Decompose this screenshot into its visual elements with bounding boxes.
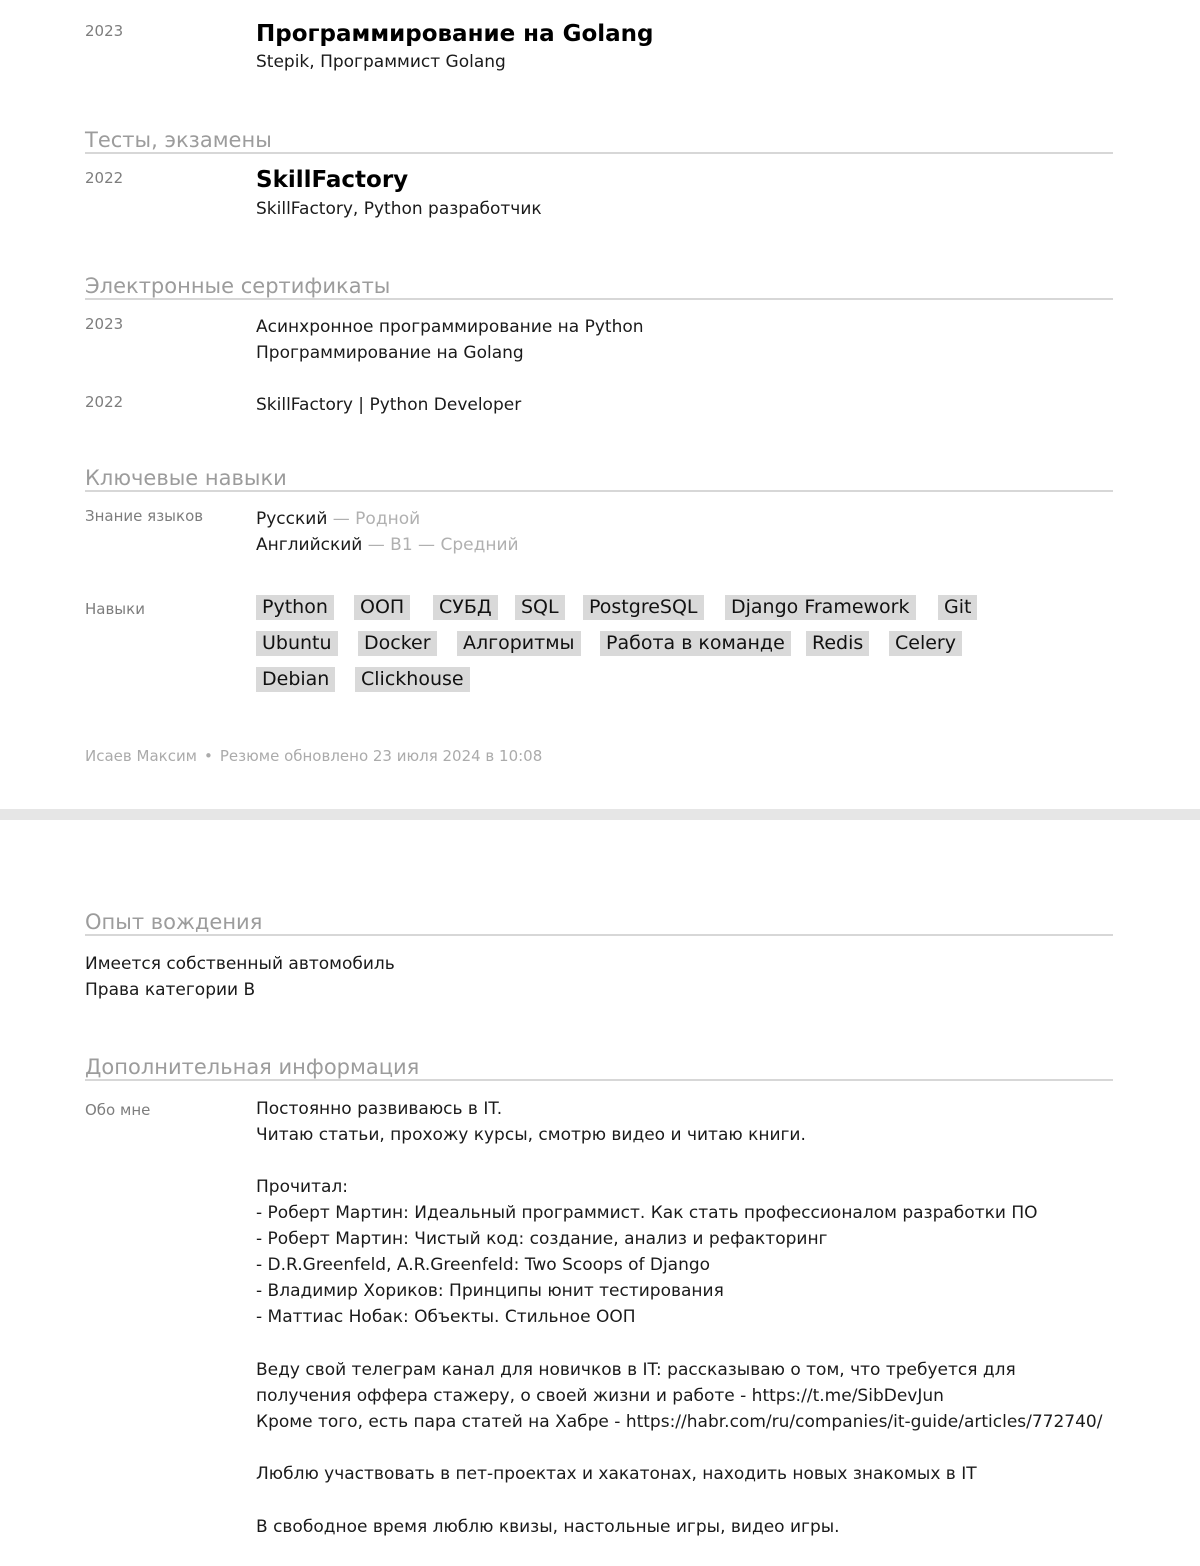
about-line: - Роберт Мартин: Чистый код: создание, анализ и рефакторинг	[256, 1229, 828, 1249]
certificate-year: 2023	[85, 315, 124, 333]
footer-updated: Резюме обновлено 23 июля 2024 в 10:08	[219, 747, 543, 765]
tests-title: SkillFactory	[256, 167, 409, 193]
skill-tag: Redis	[806, 631, 869, 656]
section-key-skills-heading: Ключевые навыки	[85, 466, 287, 490]
skill-tag: Ubuntu	[256, 631, 338, 656]
skill-tag: SQL	[515, 595, 565, 620]
certificate-item: Асинхронное программирование на Python	[256, 317, 644, 337]
language-level: — Родной	[327, 509, 421, 529]
resume-footer	[85, 747, 542, 765]
section-tests	[85, 126, 1113, 154]
skill-tag: Git	[938, 595, 977, 620]
page-divider	[0, 809, 1200, 820]
about-line: получения оффера стажеру, о своей жизни и работе - https://t.me/SibDevJun	[256, 1386, 944, 1406]
certificate-year: 2022	[85, 393, 124, 411]
skill-tag: PostgreSQL	[583, 595, 704, 620]
footer-name: Исаев Максим	[85, 747, 198, 765]
skill-tag: Python	[256, 595, 334, 620]
tests-subtitle: SkillFactory, Python разработчик	[256, 199, 542, 219]
skill-tag: Django Framework	[725, 595, 916, 620]
about-line: В свободное время люблю квизы, настольные игры, видео игры.	[256, 1517, 840, 1537]
skill-tag: Clickhouse	[355, 667, 470, 692]
skills-label: Навыки	[85, 600, 145, 618]
course-year: 2023	[85, 22, 124, 40]
skill-tag: СУБД	[433, 595, 498, 620]
section-tests-heading: Тесты, экзамены	[85, 128, 272, 152]
languages-label: Знание языков	[85, 507, 204, 525]
skill-tag: ООП	[354, 595, 410, 620]
language-line	[256, 506, 420, 532]
about-line: - Роберт Мартин: Идеальный программист. Как стать профессионалом разработки ПО	[256, 1203, 1038, 1223]
about-line: Веду свой телеграм канал для новичков в IT: рассказываю о том, что требуется для	[256, 1360, 1016, 1380]
about-line: Прочитал:	[256, 1177, 348, 1197]
skill-tag: Docker	[358, 631, 437, 656]
course-subtitle: Stepik, Программист Golang	[256, 52, 506, 72]
footer-separator: •	[204, 747, 213, 765]
section-driving-heading: Опыт вождения	[85, 910, 263, 934]
language-name: Английский	[256, 535, 363, 555]
section-key-skills	[85, 464, 1113, 492]
about-line: Кроме того, есть пара статей на Хабре - https://habr.com/ru/companies/it-guide/articles/772740/	[256, 1412, 1103, 1432]
section-driving	[85, 908, 1113, 936]
skill-tag: Debian	[256, 667, 335, 692]
skill-tag: Celery	[889, 631, 962, 656]
tests-year: 2022	[85, 169, 124, 187]
section-certificates-heading: Электронные сертификаты	[85, 274, 391, 298]
about-line: - Владимир Хориков: Принципы юнит тестирования	[256, 1281, 724, 1301]
about-line: - Маттиас Нобак: Объекты. Стильное ООП	[256, 1307, 636, 1327]
section-additional-info-heading: Дополнительная информация	[85, 1055, 420, 1079]
certificate-item: SkillFactory | Python Developer	[256, 395, 522, 415]
language-name: Русский	[256, 509, 328, 529]
about-label: Обо мне	[85, 1101, 151, 1119]
about-line: Люблю участвовать в пет-проектах и хакатонах, находить новых знакомых в IT	[256, 1464, 977, 1484]
about-line: Постоянно развиваюсь в IT.	[256, 1099, 503, 1119]
driving-line: Имеется собственный автомобиль	[85, 954, 395, 974]
skill-tag: Работа в команде	[600, 631, 791, 656]
certificate-item: Программирование на Golang	[256, 343, 524, 363]
about-line: - D.R.Greenfeld, A.R.Greenfeld: Two Scoops of Django	[256, 1255, 711, 1275]
section-certificates	[85, 272, 1113, 300]
resume-page-2	[0, 820, 1200, 1566]
language-level: — B1 — Средний	[362, 535, 519, 555]
driving-line: Права категории B	[85, 980, 256, 1000]
skill-tag: Алгоритмы	[457, 631, 581, 656]
about-line: Читаю статьи, прохожу курсы, смотрю видео и читаю книги.	[256, 1125, 806, 1145]
course-title: Программирование на Golang	[256, 21, 654, 47]
language-line	[256, 532, 519, 558]
section-additional-info	[85, 1053, 1113, 1081]
